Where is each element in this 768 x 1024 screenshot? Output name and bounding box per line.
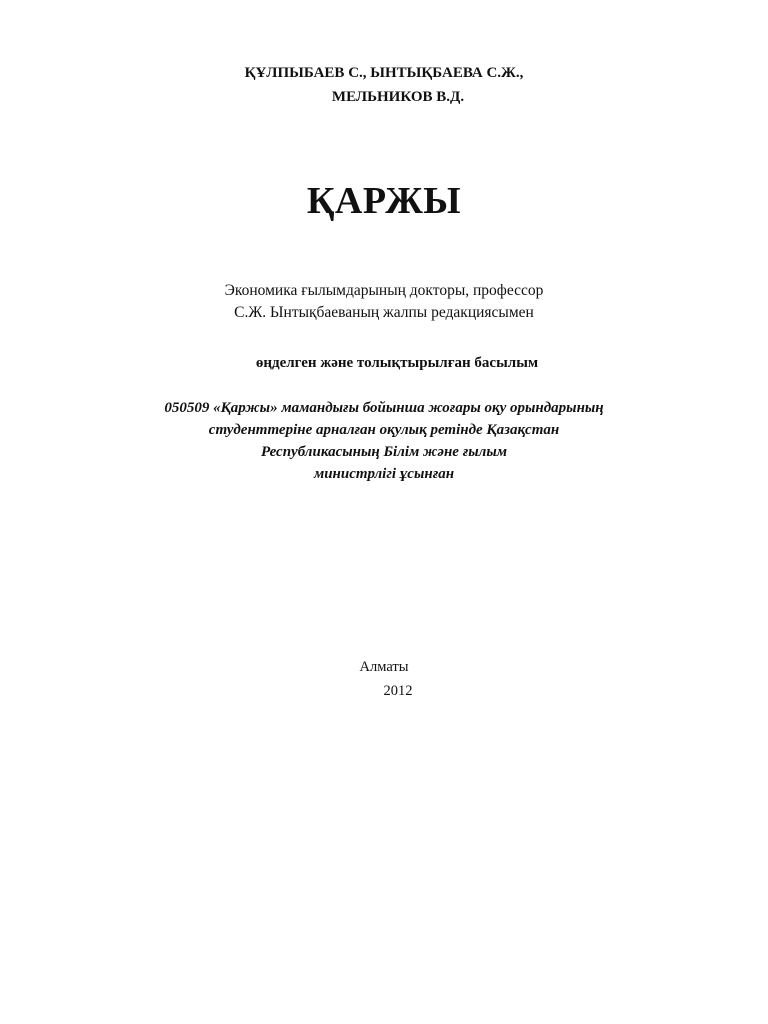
ministry-recommendation <box>0 397 768 485</box>
recommendation-line-1: 050509 «Қаржы» мамандығы бойынша жоғары оқу орындарының <box>164 400 604 416</box>
authors-line-1: ҚҰЛПЫБАЕВ С., ЫНТЫҚБАЕВА С.Ж., <box>244 65 524 81</box>
book-title: ҚАРЖЫ <box>306 180 462 222</box>
editor-line-1: Экономика ғылымдарының докторы, профессор <box>224 282 544 299</box>
imprint-year: 2012 <box>383 683 413 699</box>
authors-line-2: МЕЛЬНИКОВ В.Д. <box>331 89 465 105</box>
recommendation-line-3: Республикасының Білім және ғылым <box>260 444 508 460</box>
authors <box>0 61 768 109</box>
editor-note <box>0 280 768 324</box>
imprint-city: Алматы <box>359 659 409 675</box>
imprint <box>0 655 768 703</box>
edition-note: өңделген және толықтырылған басылым <box>255 355 539 371</box>
editor-line-2: С.Ж. Ынтықбаеваның жалпы редакциясымен <box>234 304 534 321</box>
recommendation-line-2: студенттеріне арналған оқулық ретінде Қазақстан <box>208 422 560 438</box>
recommendation-line-4: министрлігі ұсынған <box>313 466 455 482</box>
